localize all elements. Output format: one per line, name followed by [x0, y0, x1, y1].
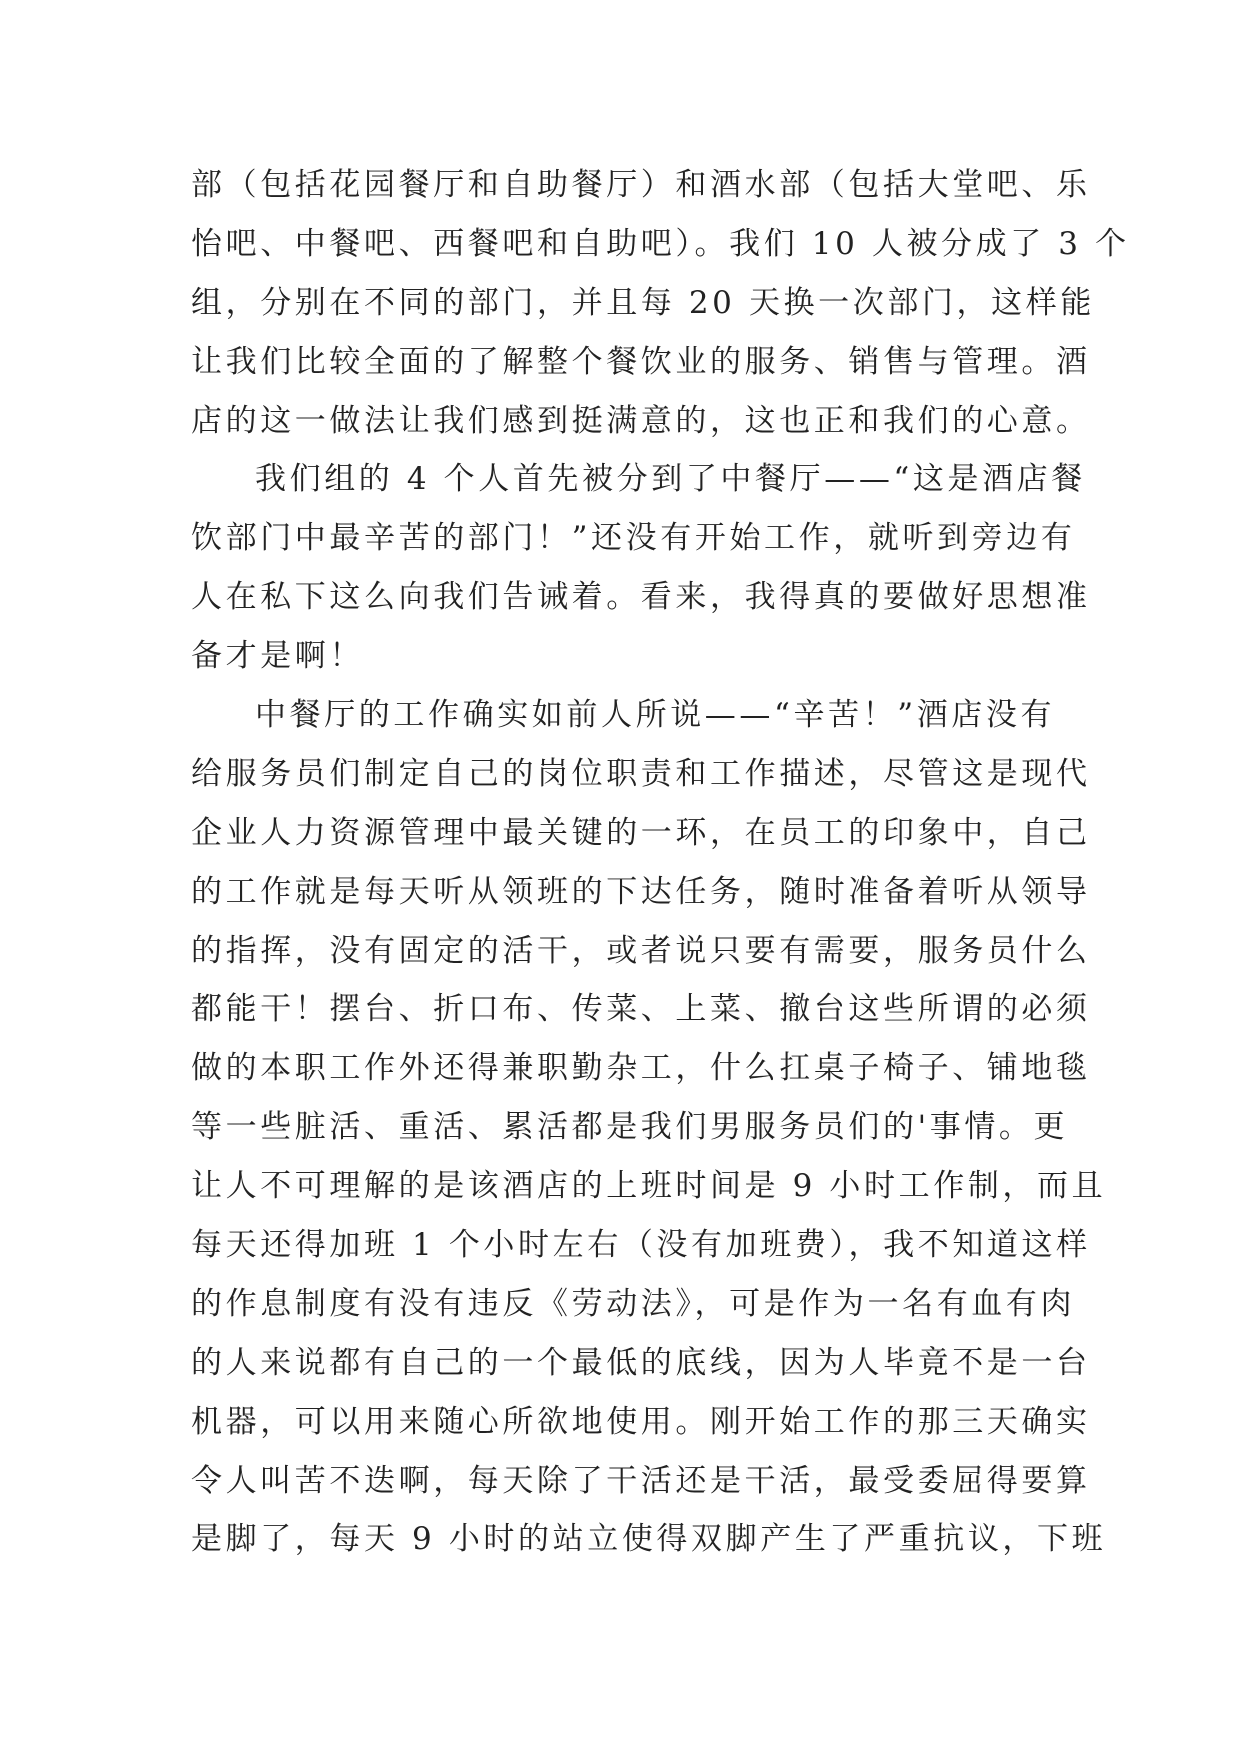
text-line: 部（包括花园餐厅和自助餐厅）和酒水部（包括大堂吧、乐 — [191, 167, 1091, 203]
text-line: 饮部门中最辛苦的部门！”还没有开始工作，就听到旁边有 — [191, 520, 1076, 557]
text-line: 都能干！摆台、折口布、传菜、上菜、撤台这些所谓的必须 — [191, 991, 1091, 1028]
paragraph-first-line: 中餐厅的工作确实如前人所说——“辛苦！”酒店没有 — [255, 697, 1056, 734]
text-line: 机器，可以用来随心所欲地使用。刚开始工作的那三天确实 — [191, 1403, 1091, 1440]
text-line: 让我们比较全面的了解整个餐饮业的服务、销售与管理。酒 — [191, 343, 1091, 380]
text-line: 的人来说都有自己的一个最低的底线，因为人毕竟不是一台 — [191, 1344, 1091, 1381]
text-line: 企业人力资源管理中最关键的一环，在员工的印象中，自己 — [191, 814, 1091, 851]
text-line: 让人不可理解的是该酒店的上班时间是 9 小时工作制，而且 — [191, 1168, 1107, 1205]
text-line: 令人叫苦不迭啊，每天除了干活还是干活，最受委屈得要算 — [191, 1462, 1091, 1499]
paragraph-first-line: 我们组的 4 个人首先被分到了中餐厅——“这是酒店餐 — [255, 461, 1086, 498]
document-body — [191, 156, 1130, 1569]
text-line: 组，分别在不同的部门，并且每 20 天换一次部门，这样能 — [191, 284, 1095, 321]
text-line: 等一些脏活、重活、累活都是我们男服务员们的'事情。更 — [191, 1109, 1069, 1146]
text-line: 做的本职工作外还得兼职勤杂工，什么扛桌子椅子、铺地毯 — [191, 1050, 1091, 1087]
text-line: 店的这一做法让我们感到挺满意的，这也正和我们的心意。 — [191, 402, 1091, 439]
text-line: 的作息制度有没有违反《劳动法》，可是作为一名有血有肉 — [191, 1285, 1076, 1322]
text-line: 每天还得加班 1 个小时左右（没有加班费），我不知道这样 — [191, 1227, 1091, 1264]
text-line: 是脚了，每天 9 小时的站立使得双脚产生了严重抗议，下班 — [191, 1521, 1107, 1558]
text-line: 备才是啊！ — [191, 638, 364, 675]
text-line: 的工作就是每天听从领班的下达任务，随时准备着听从领导 — [191, 873, 1091, 910]
text-line: 怡吧、中餐吧、西餐吧和自助吧）。我们 10 人被分成了 3 个 — [191, 225, 1130, 262]
text-line: 的指挥，没有固定的活干，或者说只要有需要，服务员什么 — [191, 932, 1091, 969]
text-line: 人在私下这么向我们告诫着。看来，我得真的要做好思想准 — [191, 579, 1091, 616]
text-line: 给服务员们制定自己的岗位职责和工作描述，尽管这是现代 — [191, 755, 1091, 792]
